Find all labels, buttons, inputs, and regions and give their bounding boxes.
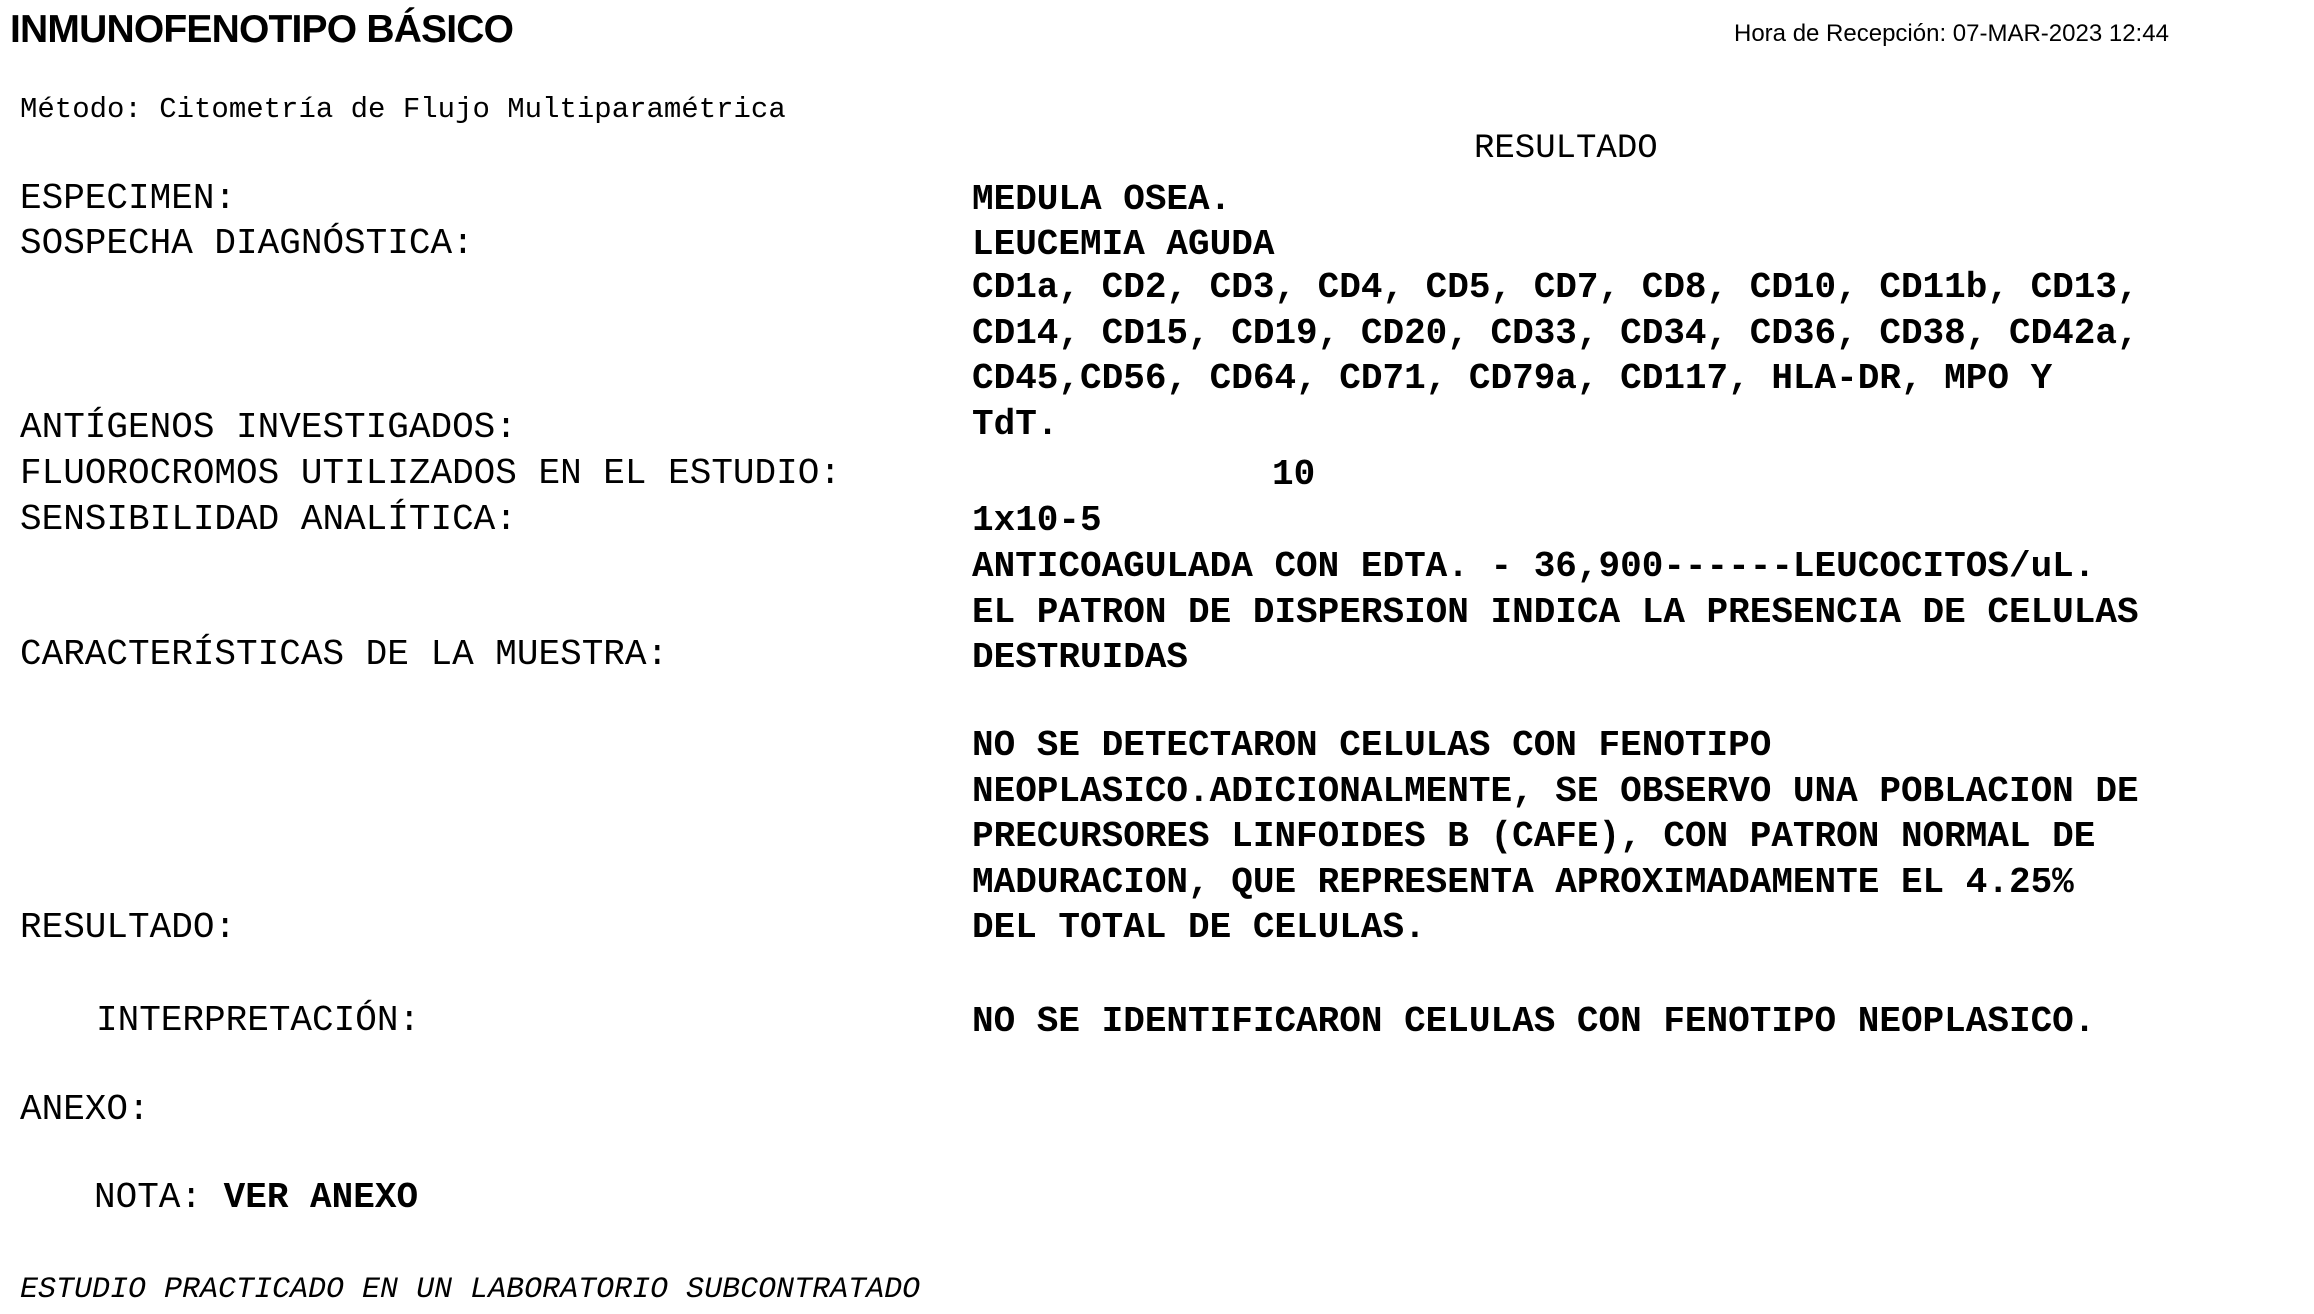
annex-label: ANEXO: [20,1089,150,1130]
sensitivity-value [972,498,1102,544]
sample-line: EL PATRON DE DISPERSION INDICA LA PRESENCIA DE CELULAS [972,591,2139,633]
report-title: INMUNOFENOTIPO BÁSICO [10,8,514,51]
suspicion-value-line: LEUCEMIA AGUDA [972,224,1275,265]
note-label: NOTA: [94,1177,203,1218]
suspicion-label: SOSPECHA DIAGNÓSTICA: [20,223,474,264]
antigens-line: CD14, CD15, CD19, CD20, CD33, CD34, CD36, CD38, CD42a, [972,312,2139,354]
antigens-line: CD1a, CD2, CD3, CD4, CD5, CD7, CD8, CD10, CD11b, CD13, [972,267,2139,308]
fluorochromes-label: FLUOROCROMOS UTILIZADOS EN EL ESTUDIO: [20,453,841,494]
note-value: VER ANEXO [223,1177,419,1218]
specimen-value-line: MEDULA OSEA. [972,179,1232,220]
result-label: RESULTADO: [20,907,237,948]
antigens-line: TdT. [972,403,1059,445]
interpretation-line: NO SE IDENTIFICARON CELULAS CON FENOTIPO NEOPLASICO. [972,1001,2096,1042]
footer-note: ESTUDIO PRACTICADO EN UN LABORATORIO SUBCONTRATADO [20,1273,921,1307]
result-value [972,723,2139,951]
reception-time: Hora de Recepción: 07-MAR-2023 12:44 [1734,20,2169,47]
sensitivity-value-line: 1x10-5 [972,500,1102,541]
result-line: NO SE DETECTARON CELULAS CON FENOTIPO [972,725,1772,766]
suspicion-value [972,222,1274,268]
antigens-label: ANTÍGENOS INVESTIGADOS: [20,407,517,448]
specimen-label: ESPECIMEN: [20,178,237,219]
result-column-header: RESULTADO [1474,130,1658,168]
result-line: DEL TOTAL DE CELULAS. [972,907,1426,948]
interpretation-value [972,999,2095,1045]
fluorochromes-value: 10 [1272,454,1316,495]
antigens-line: CD45,CD56, CD64, CD71, CD79a, CD117, HLA-DR, MPO Y [972,358,2053,399]
sample-line: ANTICOAGULADA CON EDTA. - 36,900------LEUCOCITOS/uL. [972,546,2096,587]
result-line: MADURACION, QUE REPRESENTA APROXIMADAMENTE EL 4.25% [972,861,2074,903]
antigens-value [972,265,2139,447]
interpretation-label: INTERPRETACIÓN: [96,1000,421,1041]
specimen-value [972,177,1231,223]
sample-label: CARACTERÍSTICAS DE LA MUESTRA: [20,634,669,675]
note-line [94,1177,418,1218]
method-line: Método: Citometría de Flujo Multiparamétrica [20,93,786,126]
result-line: NEOPLASICO.ADICIONALMENTE, SE OBSERVO UNA POBLACION DE [972,770,2139,812]
sample-line: DESTRUIDAS [972,637,1189,678]
sample-value [972,544,2139,681]
result-line: PRECURSORES LINFOIDES B (CAFE), CON PATRON NORMAL DE [972,816,2096,857]
sensitivity-label: SENSIBILIDAD ANALÍTICA: [20,499,517,540]
